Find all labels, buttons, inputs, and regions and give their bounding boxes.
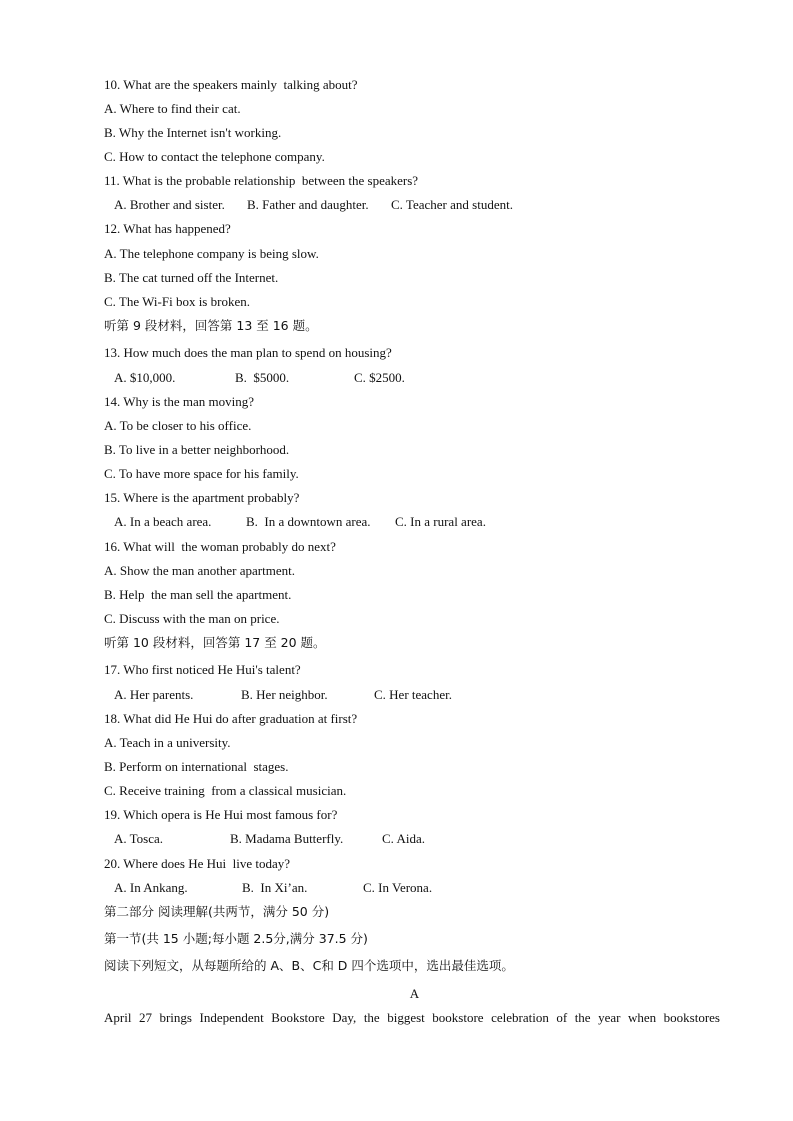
section-9-heading: 听第 9 段材料，回答第 13 至 16 题。 bbox=[104, 318, 318, 333]
q14-option-c: C. To have more space for his family. bbox=[104, 466, 299, 481]
q17-option-c: C. Her teacher. bbox=[374, 687, 452, 702]
q18-option-c: C. Receive training from a classical musician. bbox=[104, 783, 347, 798]
q10-option-b: B. Why the Internet isn't working. bbox=[104, 125, 282, 140]
q20-option-b: B. In Xi’an. bbox=[242, 880, 308, 895]
q14-option-b: B. To live in a better neighborhood. bbox=[104, 442, 290, 457]
part-2-heading: 第二部分 阅读理解(共两节，满分 50 分) bbox=[104, 904, 330, 919]
q16-option-a: A. Show the man another apartment. bbox=[104, 563, 295, 578]
q11-option-a: A. Brother and sister. bbox=[114, 197, 225, 212]
section-10-heading: 听第 10 段材料，回答第 17 至 20 题。 bbox=[104, 635, 326, 650]
q17-option-b: B. Her neighbor. bbox=[241, 687, 328, 702]
q10-option-a: A. Where to find their cat. bbox=[104, 101, 241, 116]
question-14: 14. Why is the man moving? bbox=[104, 394, 254, 409]
reading-instructions: 阅读下列短文，从每题所给的 A、B、C和 D 四个选项中，选出最佳选项。 bbox=[104, 958, 514, 973]
q11-option-c: C. Teacher and student. bbox=[391, 197, 513, 212]
q11-option-b: B. Father and daughter. bbox=[247, 197, 369, 212]
passage-label: A bbox=[409, 986, 420, 1001]
q12-option-c: C. The Wi-Fi box is broken. bbox=[104, 294, 250, 309]
q20-option-a: A. In Ankang. bbox=[114, 880, 188, 895]
question-15: 15. Where is the apartment probably? bbox=[104, 490, 300, 505]
q20-option-c: C. In Verona. bbox=[363, 880, 433, 895]
q18-option-b: B. Perform on international stages. bbox=[104, 759, 289, 774]
passage-text: April 27 brings Independent Bookstore Day, the biggest bookstore celebration of the year when bookstores bbox=[104, 1010, 720, 1025]
q13-option-b: B. $5000. bbox=[235, 370, 290, 385]
q12-option-b: B. The cat turned off the Internet. bbox=[104, 270, 279, 285]
q15-option-c: C. In a rural area. bbox=[395, 514, 486, 529]
question-20: 20. Where does He Hui live today? bbox=[104, 856, 291, 871]
section-1-heading: 第一节(共 15 小题;每小题 2.5分,满分 37.5 分) bbox=[104, 931, 368, 946]
q15-option-a: A. In a beach area. bbox=[114, 514, 212, 529]
q16-option-b: B. Help the man sell the apartment. bbox=[104, 587, 292, 602]
question-12: 12. What has happened? bbox=[104, 221, 231, 236]
q19-option-a: A. Tosca. bbox=[114, 831, 164, 846]
question-18: 18. What did He Hui do after graduation at first? bbox=[104, 711, 358, 726]
question-16: 16. What will the woman probably do next? bbox=[104, 539, 336, 554]
question-10: 10. What are the speakers mainly talking about? bbox=[104, 77, 358, 92]
q13-option-a: A. $10,000. bbox=[114, 370, 176, 385]
q18-option-a: A. Teach in a university. bbox=[104, 735, 231, 750]
q12-option-a: A. The telephone company is being slow. bbox=[104, 246, 319, 261]
q19-option-b: B. Madama Butterfly. bbox=[230, 831, 344, 846]
question-19: 19. Which opera is He Hui most famous for? bbox=[104, 807, 338, 822]
question-11: 11. What is the probable relationship between the speakers? bbox=[104, 173, 419, 188]
q15-option-b: B. In a downtown area. bbox=[246, 514, 371, 529]
q17-option-a: A. Her parents. bbox=[114, 687, 194, 702]
question-13: 13. How much does the man plan to spend on housing? bbox=[104, 345, 392, 360]
q13-option-c: C. $2500. bbox=[354, 370, 405, 385]
question-17: 17. Who first noticed He Hui's talent? bbox=[104, 662, 301, 677]
q16-option-c: C. Discuss with the man on price. bbox=[104, 611, 280, 626]
q19-option-c: C. Aida. bbox=[382, 831, 425, 846]
q14-option-a: A. To be closer to his office. bbox=[104, 418, 252, 433]
q10-option-c: C. How to contact the telephone company. bbox=[104, 149, 325, 164]
